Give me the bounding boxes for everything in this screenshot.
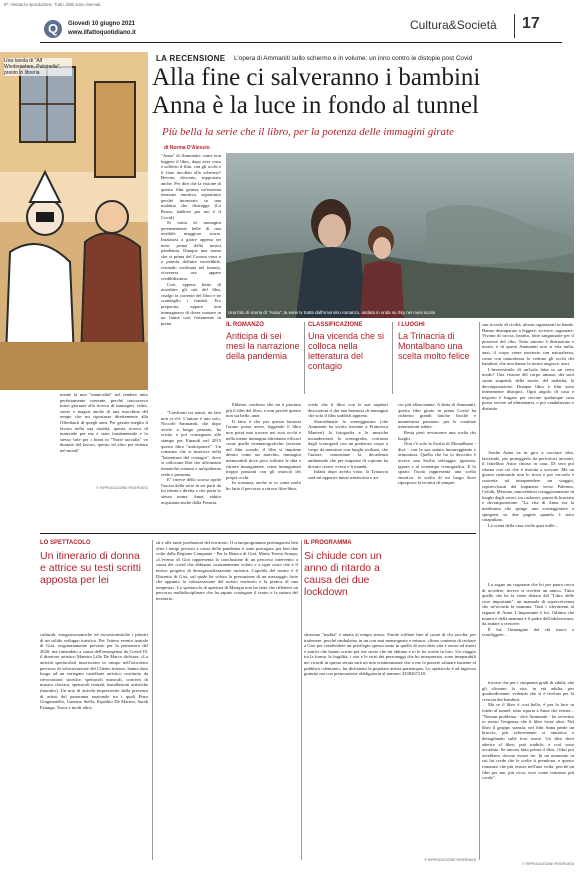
article-paragraph: culturali, enogastronomiche ed escursionistiche i pilastri di un solido sviluppo turistico. Per l'atteso evento teatrale di Gioi, originariamente previsto per la primavera del 2020, ma rimandato a causa dell'emergenza da Covid-19, il direttore artistico Maestro Lillo De Marco dichiara: «La attività spettacolari inseriscono in campo nell'articolato percorso di valorizzazione del Cilento interno, hanno dato luogo ad un variegato cartellone artistico costituito da rievocazioni storiche, spettacoli musicali, concerti di musica classica, spettacoli teatrali, installazioni artistiche (murales). Un mix di attività impreziosite dalla presenza di artisti del panorama nazionale tra i quali Enzo Gragnaniello, Gaetano Stella, Espedito De Marino, Sarah Falanga, Tosca e molti altri». — [40, 632, 148, 710]
photo-caption: Una foto di scena di "Anna", la serie tv tratta dall'omonimo romanzo, andata in onda su Sky nei mesi scorsi — [228, 310, 436, 315]
article-paragraph: chissima "tradita" e amata al tempo stesso. Parole soffiate fino al cuore di chi ascolta, per trattenere, perché rimbalzino in un con mai menzognate e misura. «Sono contenta di recitare a Gioi per condividere un privilegio spesso tanto in quello di aver dato vita e onore ad autori e autrici che hanno scritto per me storie che mi abitano e io le ho scritte in loro. Un viaggio tra la forma, la fragilità, i vizi e le virtù dei personaggi che ho interpretato, sono inseparabili nei ricordi in questa serata sarà un mix testimonianze che a me fa piacere salutare insieme al pubblico cilentano», ha dichiarato la popolare artista partenopea. Lo spettacolo è ad ingresso gratuito ma con prenotazione obbligatoria al numero 3338267218. — [304, 632, 476, 677]
article-paragraph: La sogno un cognome che lei per paura cerca di uccidere, invece si rivelerà un amico. Tutto quello che lei fa viene dettato dal "Libro delle cose importanti", un manuale di sopravvivenza che ne'ricorda la mamma. Tutti i riferimenti ai ragazzi di Anna. L'importante è lui, l'ultimo che manca e della mamma è il padre dell'adolescenza, da andare a crescere. — [482, 582, 574, 627]
article-paragraph: trovare che per i cinquanta gradi di adulti, che gli sfiorano la vita, in età adulta, per quattordicenne, vedendo che si è rivelata per la crescita dei bambini. — [482, 680, 574, 702]
article-column-8 — [482, 582, 574, 677]
box-spettacolo — [40, 540, 148, 628]
copyright-credit: © RIPRODUZIONE RISERVATA — [96, 486, 148, 490]
page-number: 17 — [522, 15, 540, 32]
article-paragraph: Ma se il libro è così bello, è per la luce in fondo al tunnel, tutto riporta a Anna che resiste... "Nessun problema - dice Ammaniti - ho avvertito io stesso l'esigenza che il libro fosse altro. Nel libro il gruppo stanzia, nel film Anna perde un braccio, più velocemente si ramarica e dettagliando sulle loro storie. Un film deve aderire al libro, può tradirlo, e così sono accaduto. Se ancora fatto prima il film, i libri poi avrebbero dovuto essere tre. In un momento in cui lui crede che le scelte ti prendono, e questo romanzo che più resiste nell'una volta, perché un film per me, più ricco, esce come romanzo più corale". — [482, 702, 574, 781]
article-column-1b — [60, 392, 148, 484]
article-paragraph: Ebbene, confesso che mi è piaciuto più il film del libro, e non perché questo non sia bello, anzi. — [226, 402, 301, 419]
box-text: Anticipa di sei mesi la narrazione della pandemia — [226, 331, 300, 361]
newspaper-logo: Q — [44, 20, 62, 38]
article-column-7 — [482, 450, 574, 580]
article-column-5 — [398, 402, 476, 530]
box-title: CLASSIFICAZIONE — [308, 322, 363, 328]
article-paragraph: credo che il libro con le sue sapienti descrizioni ti dia una bramosa di immagini che solo il film soddisfi appieno. — [308, 402, 388, 419]
headline-line-1: Alla fine ci salveranno i bambini — [152, 64, 481, 91]
article-paragraph: Il fatto è che per questa fantasia l'uomo possa avere, leggendo il libro non potrà mai trovare nei suoi occhi e nella mente immagini altrettanto efficaci come quelle cinematografiche: lavorate nel film scende, il film si imprime dentro come un marchio, immagini memorabili dove poco influire le dita e ritrarre insanguinate, come insanguinati troppo passioni con gli ostacoli dei propri occhi. — [226, 418, 301, 480]
box-text: Un itinerario di donna e attrice su testi scritti apposta per lei — [40, 550, 141, 586]
article-paragraph: Non c'è solo la Sicilia di Montalbano - dice - con la sua natura lussureggiante e armoniosa. Quella che ho io descritto è invece una Sicilia selvaggia, ignorata, ignara e al contempo iconografica. E lo spazio l'isola rappresenta una scelta emotiva: la scelta di un luogo dove riproporre la tecnica di sempre. — [398, 441, 476, 486]
article-paragraph: "Confronti tra autori, da fare non ce n'è. L'autore è uno solo, Niccolò Ammaniti, che dopo averlo a lungo pensato, ha scritto e poi consegnato alle stampe per Einaudi nel 2015 questo libro "anticipatore". Un romanzo che si inserisce nella "letteratura del contagio", dove si collocano libri che affrontano tematiche comuni e un'epidemia reale o presunta. — [161, 410, 221, 477]
box-title: IL PROGRAMMA — [304, 540, 352, 546]
kicker-label: LA RECENSIONE — [156, 54, 226, 63]
column-divider — [479, 322, 480, 860]
article-column-6 — [482, 322, 574, 447]
box-title: I LUOGHI — [398, 322, 425, 328]
kicker-text: L'opera di Ammaniti sullo schermo e in volume: un inno contro le distopie post Covid — [234, 55, 473, 62]
article-paragraph: Straordinarie la sceneggiatura (che Ammaniti ha scritto insieme a Francesca Manieri) la fotografia e le musiche incandescenti la scenografia, costruita dagli scenografi con un poderoso corpo a corpo da muratore con luoghi siciliani, che l'autore, nonostante la decadenza ambientale che per esigenze di copione ha dovuto creare, evoca e li manda. — [308, 418, 388, 469]
article-column-9 — [482, 680, 574, 858]
copyright-notice: IP: Vietata la riproduzione. Tutti i diritti sono riservati. — [4, 2, 102, 7]
article-paragraph: Infatti dopo averlo visto, la Trinacria sarà mi apparire meno misteriosa e an- — [308, 469, 388, 480]
article-column-1 — [161, 153, 221, 405]
section-name: Cultura&Società — [410, 18, 497, 32]
article-paragraph: sun ricordo di civiltà, alcuni organizzati in bande. Hanno disimparato a leggere, scrivere, ragionare. Vivono di caccia, baratto, lotte sanguinarie per il possesso del cibo. Tutto intorno è distruzione e morte, e di questi Ammaniti non si rela nulla, anzi, il corpo viene mostrato con naturalezza, come con naturalezza lo vedono gli occhi dei bambini, che non hanno le nostre angosce, anzi. — [482, 322, 574, 367]
headline — [152, 64, 572, 120]
article-paragraph: cor più affascinante. A detta di Ammaniti, questo film girato in pieno Covid ha richiesto grandi fatiche fisiche e umanesima passione, per le continue interruzioni subite. — [398, 402, 476, 430]
masthead — [0, 12, 580, 50]
box-romanzo — [226, 322, 301, 400]
column-divider — [152, 540, 153, 860]
box-title: LO SPETTACOLO — [40, 540, 91, 546]
article-paragraph: In sostanza, anche se io come molti ho fatto il percorso a ritroso film-libro, — [226, 480, 301, 491]
article-paragraph: Resta però avvincente una scelta dei luoghi. — [398, 429, 476, 441]
header-rule — [40, 42, 562, 43]
scene-photo-image — [226, 153, 574, 318]
comic-illustration-drawing — [0, 52, 148, 390]
copyright-credit: © RIPRODUZIONE RISERVATA — [522, 862, 574, 866]
box-text: Si chiude con un anno di ritardo a causa dei due lockdown — [304, 550, 382, 598]
article-paragraph: Si tratta di immagini perennemente belle di una terribile maggiore storia. Iniziatosi a girare appena sei mesi prima della nostra pandemia. Dunque una trama che si prima del Corona virus e a poterla definire incredibile, restando confinata nel fantasy, viceversa ora appare credibilissimo. — [161, 220, 221, 282]
article-column-3 — [226, 402, 301, 530]
box-classificazione — [308, 322, 388, 400]
article-paragraph: mente la mia "manicalità" nel rendere tutto perfettamente coerente, perché trascorrevo interi giornate alla ricerca di immagini, video, storie e magari anche di una macchina del tempo che mi riportasse direttamente alla Offenbach di quegli anni. Per gestire meglio il lavoro nella sua totalità, questa ricerca di materiale per me è stata fondamentale e lo stesso vale per i brani in "Notte sacculta" vo durante del lavoro, questo ed altro per entrare nel mood! — [60, 392, 148, 453]
article-paragraph: La scena della casa crolla quei mille... — [488, 522, 559, 528]
box-divider — [304, 322, 305, 394]
box-divider — [392, 322, 393, 394]
article-column-4 — [308, 402, 388, 530]
box-programma — [304, 540, 392, 628]
headline-line-2: Anna è la luce in fondo al tunnel — [152, 92, 479, 119]
article-paragraph: E" invece dello scorso aprile l'uscita della serie in sei parti da lui ideata e diretta e che porta lo stesso nome, Anna, subito acquistata anche dalla Francia. — [161, 477, 221, 505]
byline: di Norma D'Alessio — [164, 145, 210, 151]
box-text: Una vicenda che si colloca nella letteratura del contagio — [308, 331, 385, 371]
box-luoghi — [398, 322, 476, 400]
article-paragraph: Così, appena finito di assorbire gli urti del film, risalgo la corrente del libro e ne scandaglio i fondali. Ero preparata, eppure non immaginavo di dover nuotare in un fiume così fortemente in piena. — [161, 281, 221, 326]
article-paragraph: È lui, l'immagine del chi riesce a sconfiggere... — [482, 626, 574, 638]
header-divider — [514, 14, 515, 38]
box-text: La Trinacria di Montalbano una scelta molto felice — [398, 331, 470, 361]
article-paragraph: "Anna" di Ammaniti: come non leggere il libro, dopo aver visto e sofferto il film, con gli occhi e il fiato incollati allo schermo? Bevuto, divorato, sopportato anche. Per dire che la visione di questo film genera un'estrema tensione emotiva, soprattutto perché incentrato su una malattia che distrugge (La Rossa, laddove per noi è il Covid). — [161, 153, 221, 220]
website-url: www.ilfattoquotidiano.it — [68, 30, 136, 36]
issue-date: Giovedì 10 giugno 2021 — [68, 21, 136, 27]
box-title: IL ROMANZO — [226, 322, 264, 328]
bottom-column-2 — [156, 540, 298, 862]
subheadline: Più bella la serie che il libro, per la potenza delle immagini girate — [162, 126, 454, 138]
copyright-credit: © RIPRODUZIONE RISERVATA — [424, 858, 476, 862]
photo-caption: Una tavola di "Alf Wiedersehen, Pulcinella", presto in libreria — [4, 58, 72, 76]
article-paragraph: L'inverosimile di un'isola fatta in un certo modo? Una visione del corpo umano, dei suoi strani stupendi, della morte, del malattia, la decomposizione. Dunque libro e film sono interamente distopici. Ogni angolo di casa e negozio è frugato per cercare qualunque cosa possa servire ad alimentarsi, e poi vandalizzato e distrutto. — [482, 366, 574, 411]
bottom-column-1 — [40, 632, 148, 862]
scene-photo — [226, 153, 574, 318]
column-divider — [301, 540, 302, 860]
section-rule — [40, 533, 476, 534]
bottom-column-3 — [304, 632, 476, 854]
comic-illustration — [0, 52, 148, 390]
article-paragraph: Anche Anna va in giro a cacciare cibo, lasciando, per proteggerlo da pericolosi incontri, il fratellino Astor chiuso in casa. Di sera poi ritorna con ciò che è riuscita a scovare. Ma un giorno rientrando non lo trova e per cercarlo è costretta ad intraprendere un viaggio, sopravvissuti dal trapanese verso Palermo, Cefalù, Messina, muovendosi coraggiosamente in luoghi degli orrori, tra cadaveri, puzza di bruciato e decomposizione. "La vita di Anna era la medesima che spinge uno sceneggiatore a spingersi su due pagine quando è stato catapultato. — [482, 450, 574, 523]
article-paragraph: sti e alle tante produzioni del territorio. Il cronoprogramma prolungatosi ben oltre i tempi previsti a causa della pandemia è stato prorogato per ben due volte dalla Regione Campania - Per la Bianca di Gioi, Maria Teresa Scarpa, «L'evento di Gioi rappresenta la conclusione di un percorso intervento a causa dei covid che abbiamo costantemente voluto e a ogni costo che è il nostro progetto di destagionalizzazione turistica. Capofila del nostro è il Distretto di Gioi, sul quale ha voluto la prestazione di un messaggio forte che appunto la valorizzazione del nostro territorio e la pratica di una tempesta». Lo spettacolo di apertura di Marigia non ha fatto che riflettere un percorso multidisciplinare che ha saputo coniugare il teatro e la natura del territorio. — [156, 540, 298, 601]
article-column-2 — [161, 410, 221, 530]
